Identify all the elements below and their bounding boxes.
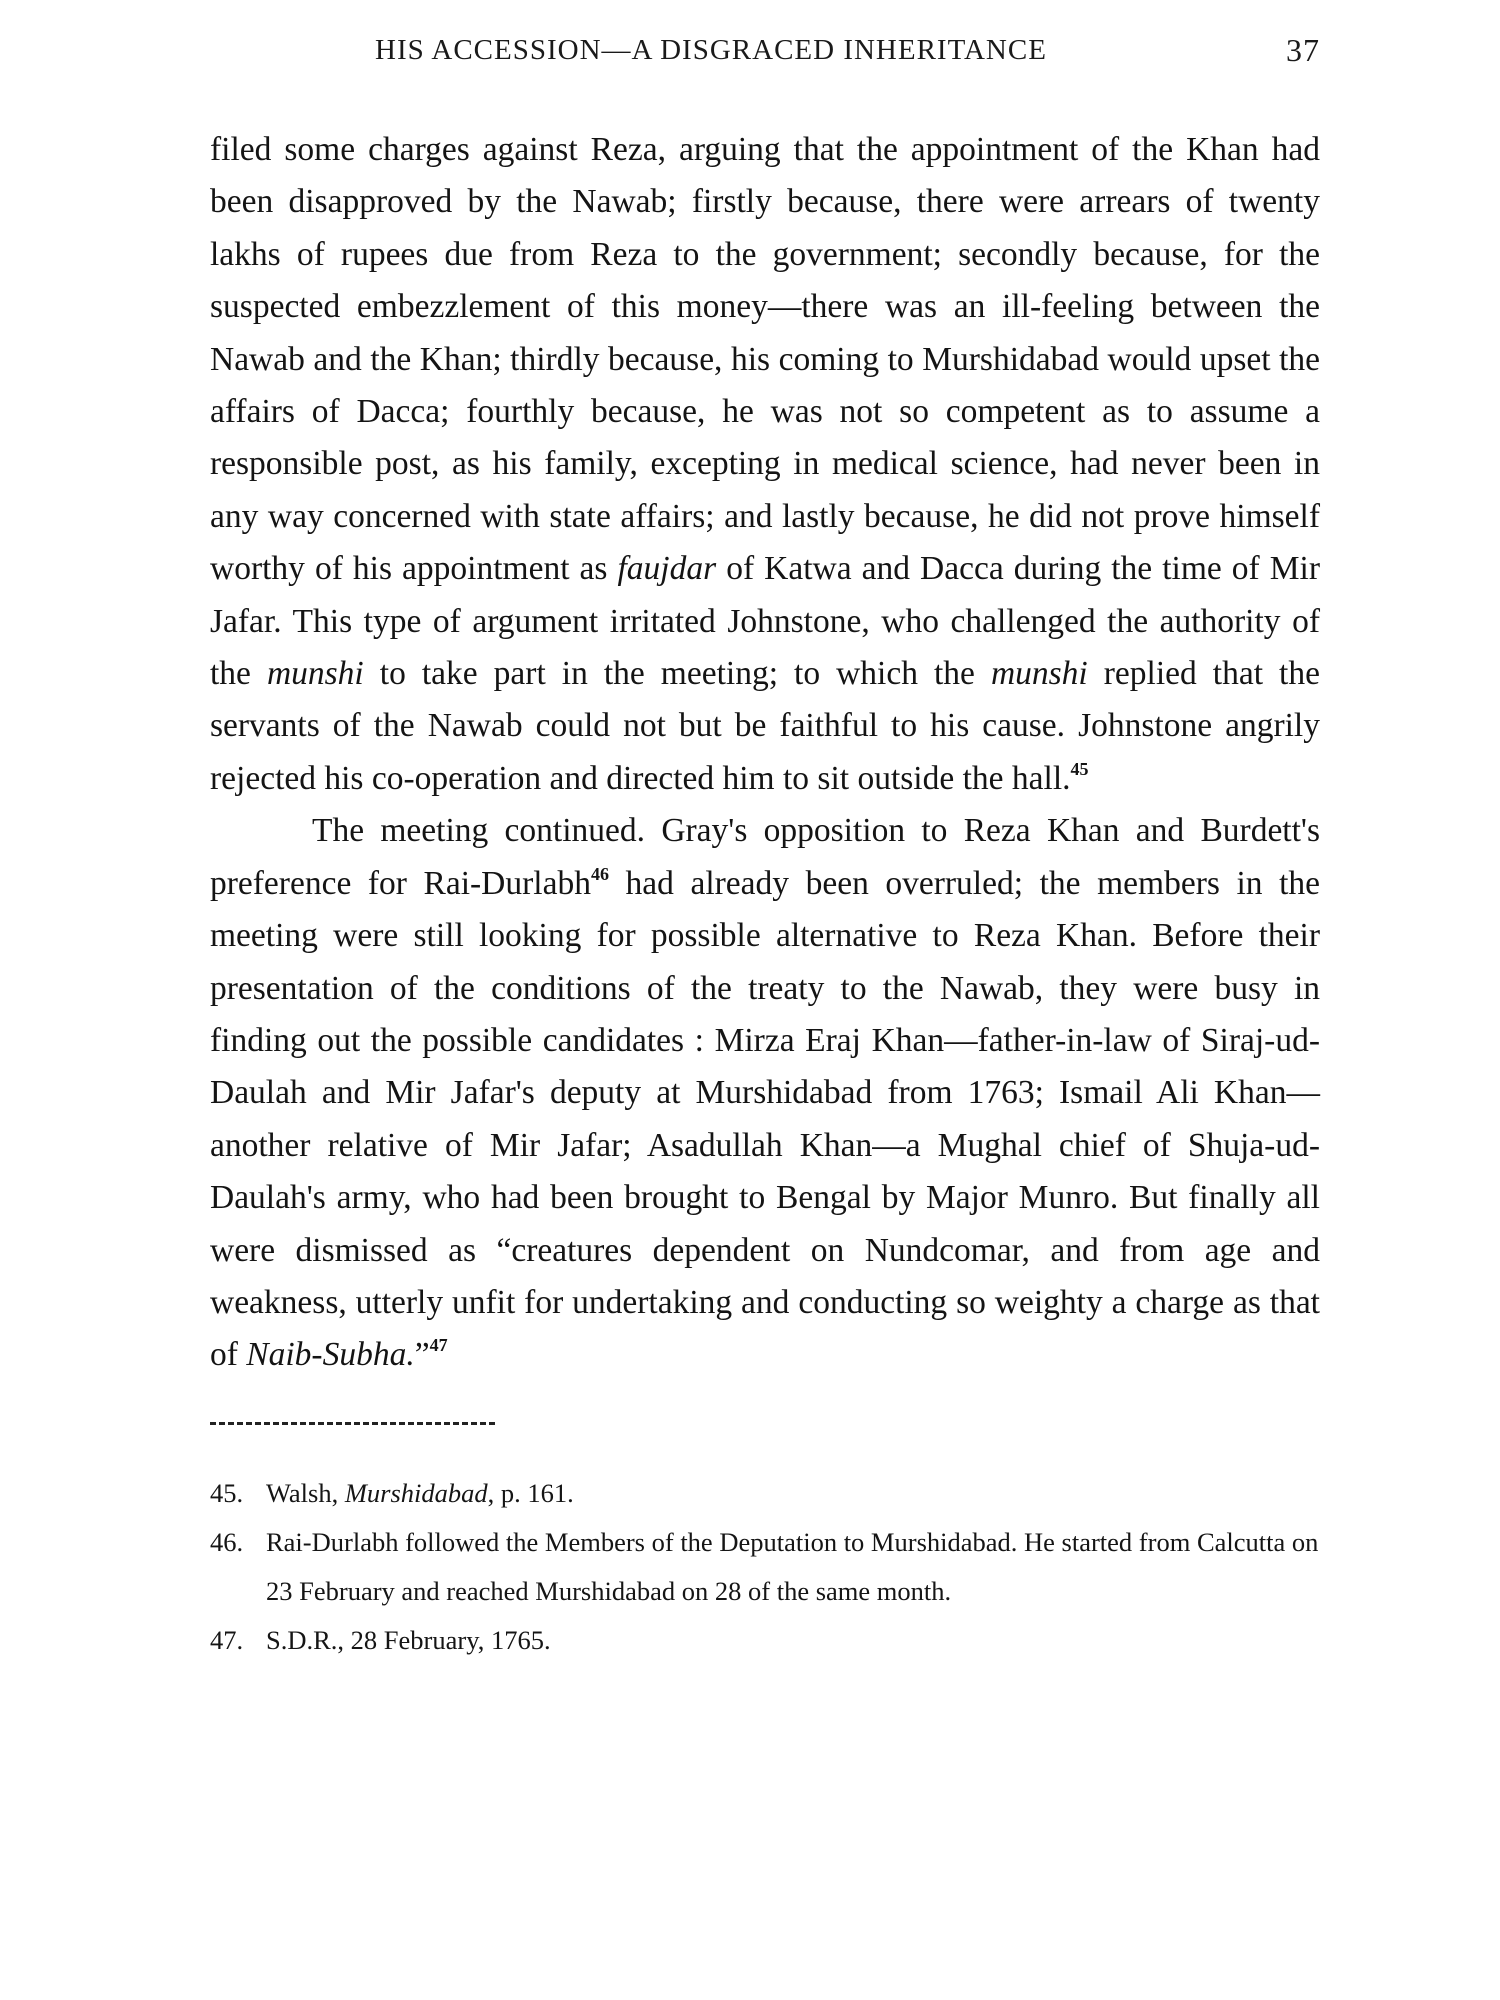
term-naib-subha: Naib-Subha. xyxy=(246,1336,415,1374)
running-title: HIS ACCESSION—A DISGRACED INHERITANCE xyxy=(375,34,1047,66)
footnote-ref-47: 47 xyxy=(429,1335,448,1356)
paragraph-1 xyxy=(210,124,1320,805)
paragraph-1-part-2: of Katwa and Dacca during the time of Mir Jafar. This type of argument irritated Johnstone, who challenged the authority of the xyxy=(210,550,1320,693)
paragraph-2-part-3: ” xyxy=(414,1336,430,1374)
footnotes xyxy=(210,1469,1320,1665)
footnote-rule xyxy=(210,1422,495,1431)
paragraph-2-part-2: had already been overruled; the members in the meeting were still looking for possible alternative to Reza Khan. Before their presentation of the conditions of the treaty to the Nawab, they were busy in finding out the possible candidates : Mirza Eraj Khan—father-in-law of Siraj-ud-Daulah and Mir Jafar's deputy at Murshidabad from 1763; Ismail Ali Khan—another relative of Mir Jafar; Asadullah Khan—a Mughal chief of Shuja-ud-Daulah's army, who had been brought to Bengal by Major Munro. But finally all were dismissed as “creatures dependent on Nundcomar, and from age and weakness, utterly unfit for undertaking and conducting so weighty a charge as that of xyxy=(210,864,1320,1374)
paragraph-1-part-3: to take part in the meeting; to which the xyxy=(363,655,991,693)
footnote-title: Murshidabad xyxy=(344,1477,488,1508)
book-page xyxy=(210,28,1320,1665)
footnote-47 xyxy=(210,1616,1320,1665)
paragraph-1-part-4: replied that the servants of the Nawab could not but be faithful to his cause. Johnstone angrily rejected his co-operation and directed him to sit outside the hall. xyxy=(210,655,1320,797)
footnote-45 xyxy=(210,1469,1320,1518)
footnote-ref-45: 45 xyxy=(1070,758,1089,779)
footnote-number: 45. xyxy=(210,1477,244,1508)
term-faujdar: faujdar xyxy=(617,550,717,588)
paragraph-2 xyxy=(210,805,1320,1381)
footnote-text: Rai-Durlabh followed the Members of the Deputation to Murshidabad. He started from Calcutta on 23 February and reached Murshidabad on 28 of the same month. xyxy=(266,1526,1319,1606)
paragraph-2-part-1: The meeting continued. Gray's opposition to Reza Khan and Burdett's preference for Rai-Durlabh xyxy=(210,812,1320,902)
footnote-text: Walsh, xyxy=(266,1477,345,1508)
footnote-46 xyxy=(210,1518,1320,1616)
footnote-number: 47. xyxy=(210,1624,244,1655)
running-head xyxy=(210,28,1320,74)
body-text xyxy=(210,124,1320,1382)
footnote-ref-46: 46 xyxy=(590,863,609,884)
footnote-text: S.D.R., 28 February, 1765. xyxy=(266,1624,551,1655)
paragraph-1-part-1: filed some charges against Reza, arguing that the appointment of the Khan had been disapproved by the Nawab; firstly because, there were arrears of twenty lakhs of rupees due from Reza to the government; secondly because, for the suspected embezzlement of this money—there was an ill-feeling between the Nawab and the Khan; thirdly because, his coming to Murshidabad would upset the affairs of Dacca; fourthly because, he was not so competent as to assume a responsible post, as his family, excepting in medical science, had never been in any way concerned with state affairs; and lastly because, he did not prove himself worthy of his appointment as xyxy=(210,131,1320,588)
term-munshi: munshi xyxy=(266,655,364,693)
term-munshi: munshi xyxy=(990,655,1088,693)
footnote-text-end: , p. 161. xyxy=(487,1477,574,1508)
page-number: 37 xyxy=(1286,32,1320,68)
footnote-number: 46. xyxy=(210,1526,244,1557)
